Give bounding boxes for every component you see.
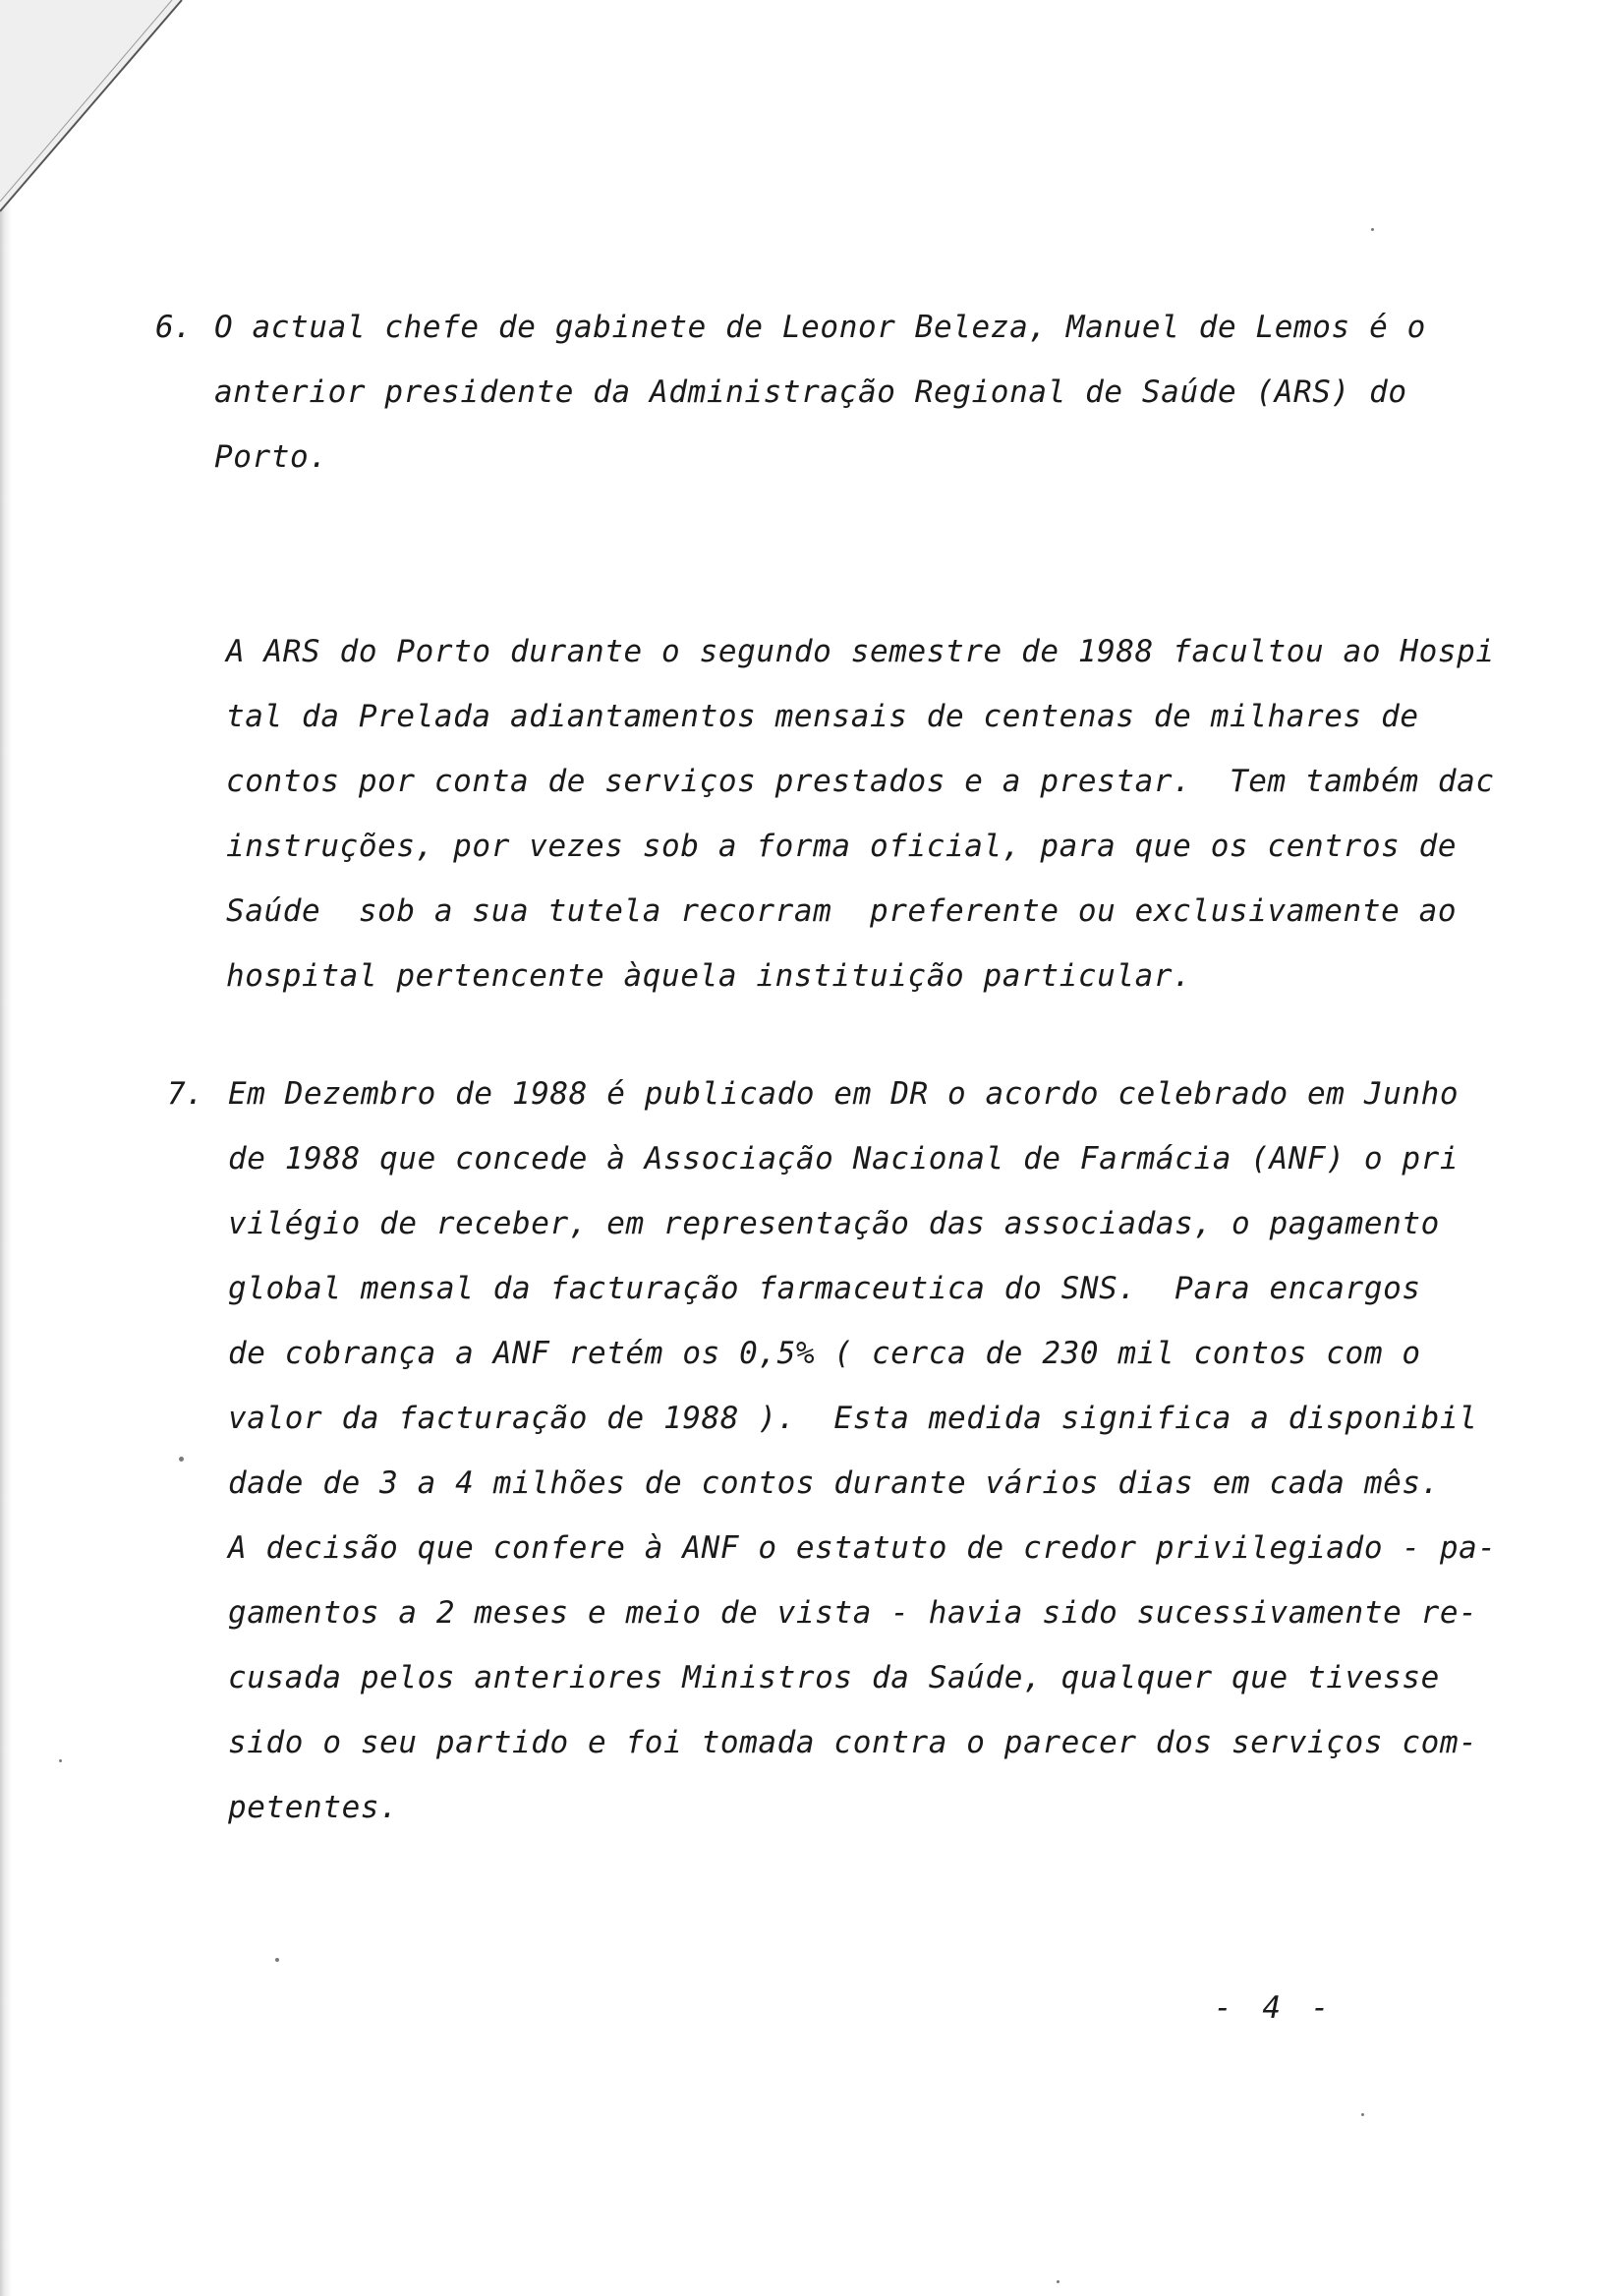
item-7-line-6: valor da facturação de 1988 ). Esta medida significa a disponibil <box>228 1401 1478 1436</box>
scan-speck <box>1361 2113 1364 2116</box>
scan-speck <box>275 1958 279 1962</box>
item-7-line-3: vilégio de receber, em representação das associadas, o pagamento <box>228 1206 1440 1241</box>
item-7-line-1: Em Dezembro de 1988 é publicado em DR o acordo celebrado em Junho <box>228 1076 1460 1112</box>
item-7-line-2: de 1988 que concede à Associação Nacional de Farmácia (ANF) o pri <box>228 1141 1460 1177</box>
item-7-number: 7. <box>167 1076 204 1112</box>
ars-line-5: Saúde sob a sua tutela recorram preferente ou exclusivamente ao <box>226 893 1458 929</box>
ars-line-4: instruções, por vezes sob a forma oficial, para que os centros de <box>226 829 1458 864</box>
ars-line-1: A ARS do Porto durante o segundo semestre de 1988 facultou ao Hospi <box>226 634 1495 669</box>
item-7-line-8: A decisão que confere à ANF o estatuto de credor privilegiado - pa- <box>228 1530 1497 1566</box>
item-6-number: 6. <box>155 310 193 345</box>
scan-speck <box>179 1457 184 1462</box>
item-6-line-3: Porto. <box>214 439 328 475</box>
scan-edge <box>0 0 12 2296</box>
ars-line-2: tal da Prelada adiantamentos mensais de centenas de milhares de <box>226 699 1419 734</box>
item-6-line-1: O actual chefe de gabinete de Leonor Beleza, Manuel de Lemos é o <box>214 310 1426 345</box>
item-7-line-4: global mensal da facturação farmaceutica do SNS. Para encargos <box>228 1271 1421 1306</box>
item-7-line-7: dade de 3 a 4 milhões de contos durante vários dias em cada mês. <box>228 1465 1440 1501</box>
ars-line-6: hospital pertencente àquela instituição particular. <box>226 958 1192 994</box>
scan-speck <box>1371 228 1374 231</box>
page-number: - 4 - <box>1214 1990 1336 2026</box>
scan-speck <box>1057 2280 1060 2283</box>
ars-line-3: contos por conta de serviços prestados e a prestar. Tem também dac <box>226 764 1495 799</box>
item-7-line-11: sido o seu partido e foi tomada contra o parecer dos serviços com- <box>228 1725 1478 1760</box>
item-7-line-5: de cobrança a ANF retém os 0,5% ( cerca de 230 mil contos com o <box>228 1336 1421 1371</box>
item-7-line-10: cusada pelos anteriores Ministros da Saúde, qualquer que tivesse <box>228 1660 1440 1695</box>
item-6-line-2: anterior presidente da Administração Regional de Saúde (ARS) do <box>214 374 1407 410</box>
item-7-line-9: gamentos a 2 meses e meio de vista - havia sido sucessivamente re- <box>228 1595 1478 1631</box>
item-7-line-12: petentes. <box>228 1790 399 1825</box>
scan-speck <box>59 1759 62 1762</box>
folded-corner-mark <box>0 0 197 226</box>
